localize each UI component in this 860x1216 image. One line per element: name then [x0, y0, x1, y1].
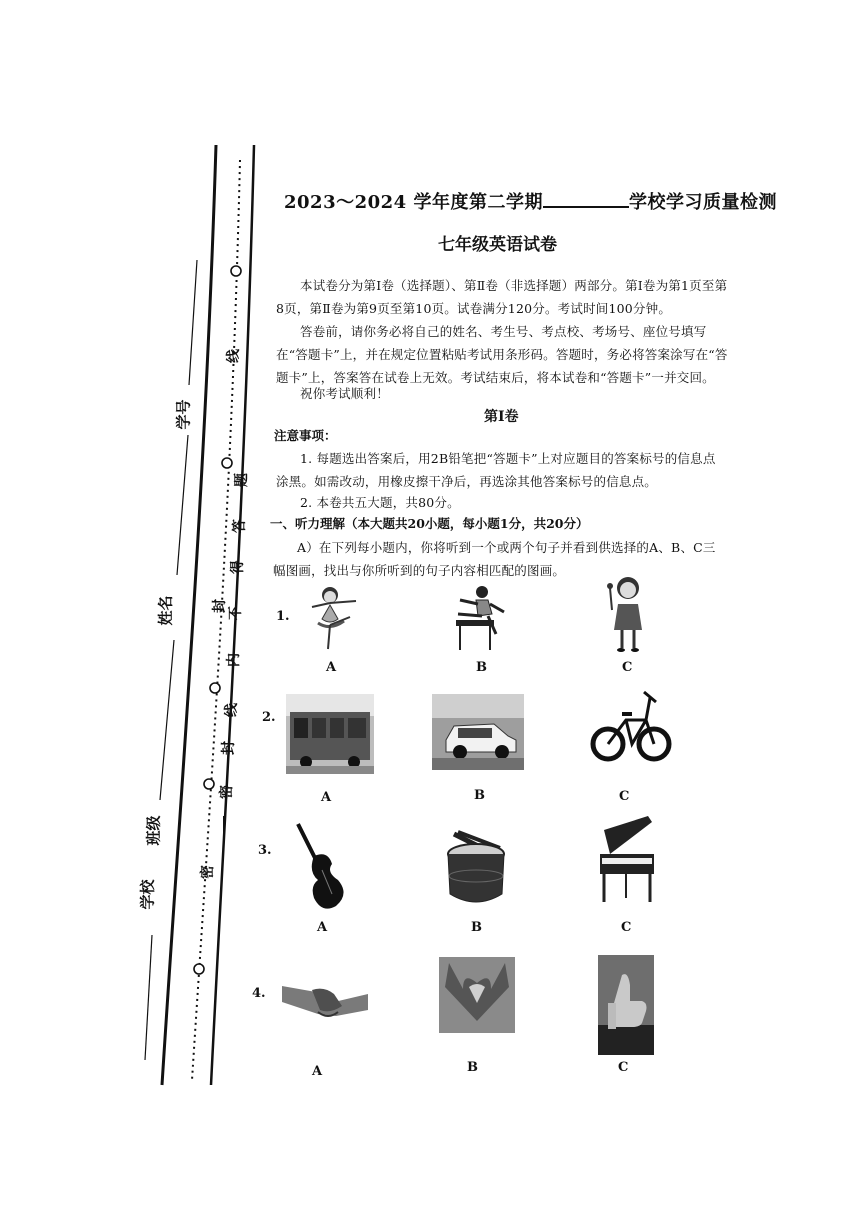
question-number: 3.: [258, 843, 272, 858]
option-label[interactable]: A: [326, 660, 337, 675]
seal-char-bu: 不: [228, 606, 244, 620]
seal-char-xian-top: 线: [226, 349, 242, 363]
violin-icon: [292, 820, 354, 912]
thumbs-up-photo: [598, 955, 654, 1055]
bus-photo: [286, 694, 374, 774]
option-label[interactable]: B: [467, 1060, 478, 1075]
binding-label-xuexiao: 学校: [138, 879, 157, 910]
option-label[interactable]: A: [312, 1064, 323, 1079]
school-name-blank[interactable]: [543, 190, 629, 208]
part-a-instructions: A）在下列每小题内，你将听到一个或两个句子并看到供选择的A、B、C三幅图画，找出与你所听到的句子内容相匹配的图画。: [273, 540, 716, 578]
handshake-photo: [282, 968, 368, 1028]
option-label[interactable]: C: [622, 660, 633, 675]
notes-title: 注意事项：: [274, 428, 337, 443]
ballet-dancer-icon: [306, 583, 362, 655]
exam-subtitle: 七年级英语试卷: [438, 235, 557, 255]
option-label[interactable]: C: [618, 1060, 629, 1075]
binding-label-banji: 班级: [144, 815, 163, 846]
question-number: 2.: [262, 710, 276, 725]
girl-singing-icon: [604, 574, 650, 654]
part-1-heading: 一、听力理解（本大题共20小题，每小题1分，共20分）: [270, 516, 589, 531]
binding-dash-mark: [223, 816, 225, 838]
drum-icon: [444, 830, 508, 910]
intro-paragraph-2: 答卷前，请你务必将自己的姓名、考生号、考点校、考场号、座位号填写在“答题卡”上，并在规定位置粘贴考试用条形码。答题时，务必将答案涂写在“答题卡”上，答案答在试卷上无效。考试结束后，将本试卷和“答题卡”一并交回。: [276, 324, 728, 385]
option-label[interactable]: B: [471, 920, 482, 935]
question-number: 4.: [252, 986, 266, 1001]
seal-char-mi: 密: [219, 785, 235, 799]
seal-char-da: 答: [232, 519, 248, 533]
option-label[interactable]: B: [476, 660, 487, 675]
seal-char-feng-mid: 封: [212, 599, 228, 613]
binding-label-xingming: 姓名: [156, 595, 175, 626]
seal-char-feng: 封: [221, 741, 237, 755]
car-photo: [432, 694, 524, 770]
binding-label-xuehao: 学号: [174, 399, 193, 430]
seal-char-mi-bottom: 密: [200, 865, 216, 879]
title-prefix: 2023～2024 学年度第二学期: [284, 192, 543, 213]
piano-icon: [596, 814, 658, 906]
intro-paragraph-1: 本试卷分为第Ⅰ卷（选择题）、第Ⅱ卷（非选择题）两部分。第Ⅰ卷为第1页至第8页，第Ⅱ卷为第9页至第10页。试卷满分120分。考试时间100分钟。: [276, 278, 728, 316]
seal-char-nei: 内: [226, 653, 242, 667]
option-label[interactable]: C: [621, 920, 632, 935]
heart-hands-photo: [439, 957, 515, 1033]
intro-paragraph-3: 祝你考试顺利！: [300, 386, 389, 401]
hurdler-icon: [448, 584, 510, 652]
option-label[interactable]: A: [321, 790, 332, 805]
seal-char-de: 得: [230, 560, 246, 574]
bicycle-icon: [590, 684, 672, 768]
option-label[interactable]: A: [317, 920, 328, 935]
seal-char-xian: 线: [224, 703, 240, 717]
option-label[interactable]: B: [474, 788, 485, 803]
seal-char-ti: 题: [234, 473, 250, 487]
volume-heading: 第Ⅰ卷: [484, 409, 519, 425]
question-number: 1.: [276, 609, 290, 624]
note-2: 2. 本卷共五大题，共80分。: [300, 495, 460, 510]
title-suffix: 学校学习质量检测: [628, 192, 777, 213]
note-1: 1. 每题选出答案后，用2B铅笔把“答题卡”上对应题目的答案标号的信息点涂黑。如需改动，用橡皮擦干净后，再选涂其他答案标号的信息点。: [276, 451, 716, 489]
option-label[interactable]: C: [619, 789, 630, 804]
exam-title: [284, 188, 777, 214]
